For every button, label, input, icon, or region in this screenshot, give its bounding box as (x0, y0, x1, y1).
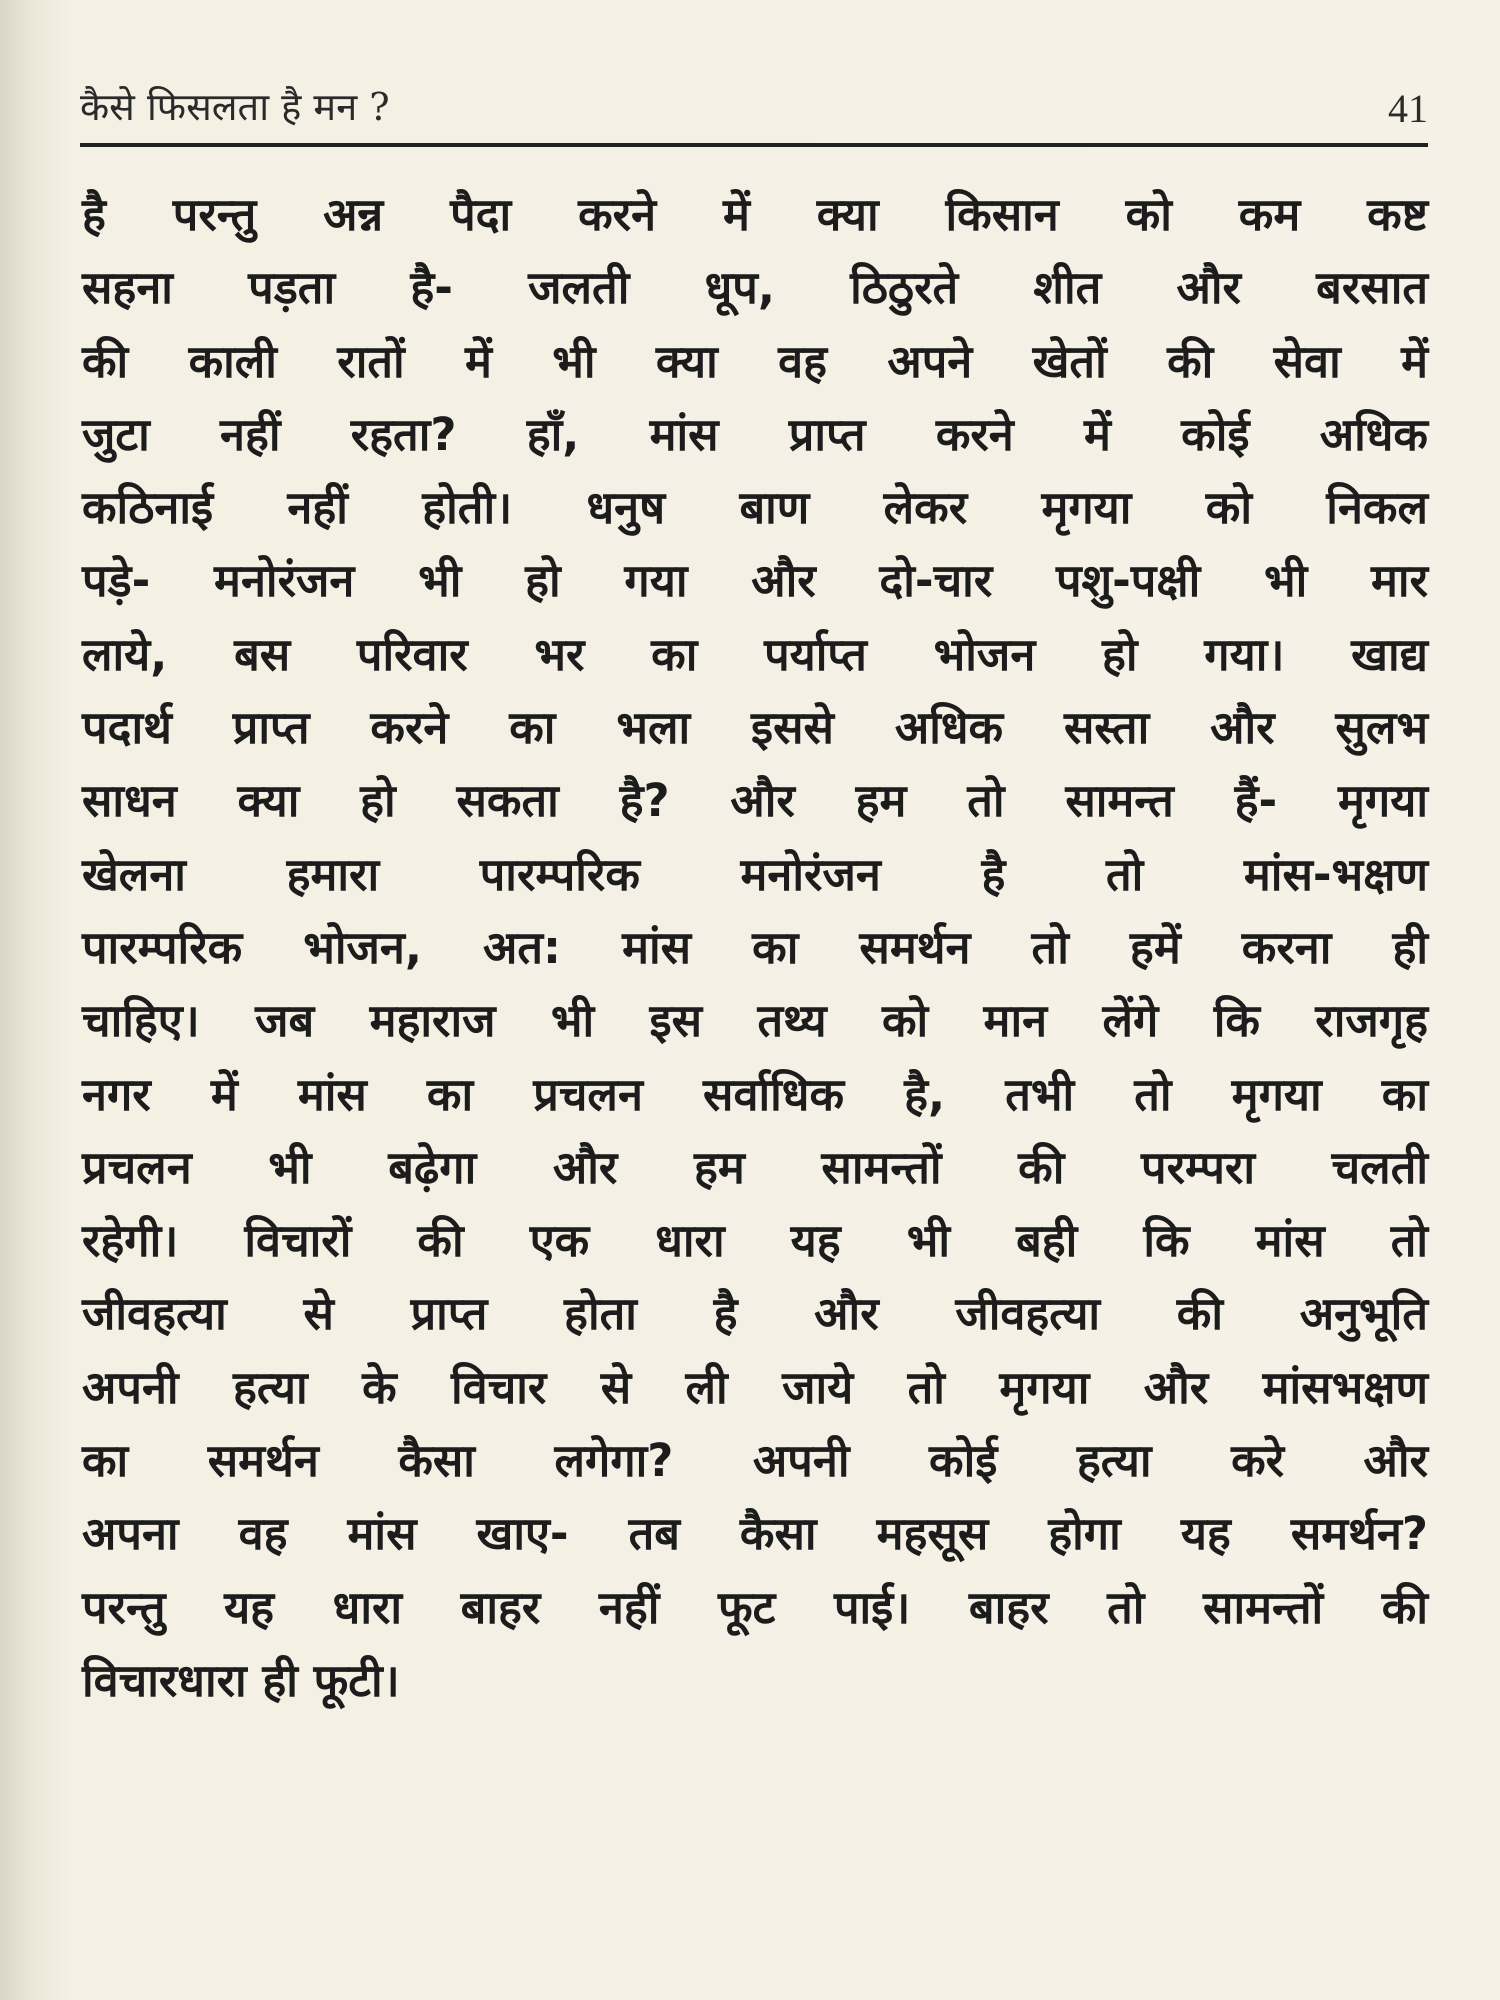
text-line: सहना पड़ता है- जलती धूप, ठिठुरते शीत और बरसात (82, 261, 1428, 315)
text-line: की काली रातों में भी क्या वह अपने खेतों की सेवा में (82, 334, 1428, 388)
text-line: पारम्परिक भोजन, अत: मांस का समर्थन तो हमें करना ही (82, 920, 1428, 974)
text-line: साधन क्या हो सकता है? और हम तो सामन्त हैं- मृगया (82, 774, 1428, 828)
header-rule (80, 143, 1428, 147)
text-line: है परन्तु अन्न पैदा करने में क्या किसान को कम कष्ट (82, 188, 1428, 241)
text-line: विचारधारा ही फूटी। (82, 1653, 400, 1707)
text-line: का समर्थन कैसा लगेगा? अपनी कोई हत्या करे और (82, 1434, 1428, 1488)
text-line: खेलना हमारा पारम्परिक मनोरंजन है तो मांस-भक्षण (82, 847, 1428, 901)
text-line: पड़े- मनोरंजन भी हो गया और दो-चार पशु-पक्षी भी मार (82, 554, 1428, 608)
text-line: परन्तु यह धारा बाहर नहीं फूट पाई। बाहर तो सामन्तों की (82, 1580, 1428, 1634)
page-header (80, 62, 1428, 132)
running-title: कैसे फिसलता है मन ? (80, 85, 390, 129)
text-line: चाहिए। जब महाराज भी इस तथ्य को मान लेंगे कि राजगृह (82, 994, 1428, 1048)
text-line: लाये, बस परिवार भर का पर्याप्त भोजन हो गया। खाद्य (82, 627, 1428, 681)
text-line: कठिनाई नहीं होती। धनुष बाण लेकर मृगया को निकल (82, 481, 1428, 535)
text-line: पदार्थ प्राप्त करने का भला इससे अधिक सस्ता और सुलभ (82, 701, 1428, 755)
text-line: प्रचलन भी बढ़ेगा और हम सामन्तों की परम्परा चलती (82, 1140, 1428, 1194)
text-line: रहेगी। विचारों की एक धारा यह भी बही कि मांस तो (82, 1214, 1428, 1268)
text-line: अपनी हत्या के विचार से ली जाये तो मृगया और मांसभक्षण (82, 1360, 1428, 1414)
text-line: जुटा नहीं रहता? हाँ, मांस प्राप्त करने में कोई अधिक (82, 407, 1428, 461)
body-paragraph (82, 178, 1428, 1717)
text-line: जीवहत्या से प्राप्त होता है और जीवहत्या की अनुभूति (82, 1287, 1428, 1341)
page-number: 41 (1388, 86, 1428, 131)
text-line: अपना वह मांस खाए- तब कैसा महसूस होगा यह समर्थन? (82, 1507, 1428, 1561)
text-line: नगर में मांस का प्रचलन सर्वाधिक है, तभी तो मृगया का (82, 1067, 1428, 1121)
